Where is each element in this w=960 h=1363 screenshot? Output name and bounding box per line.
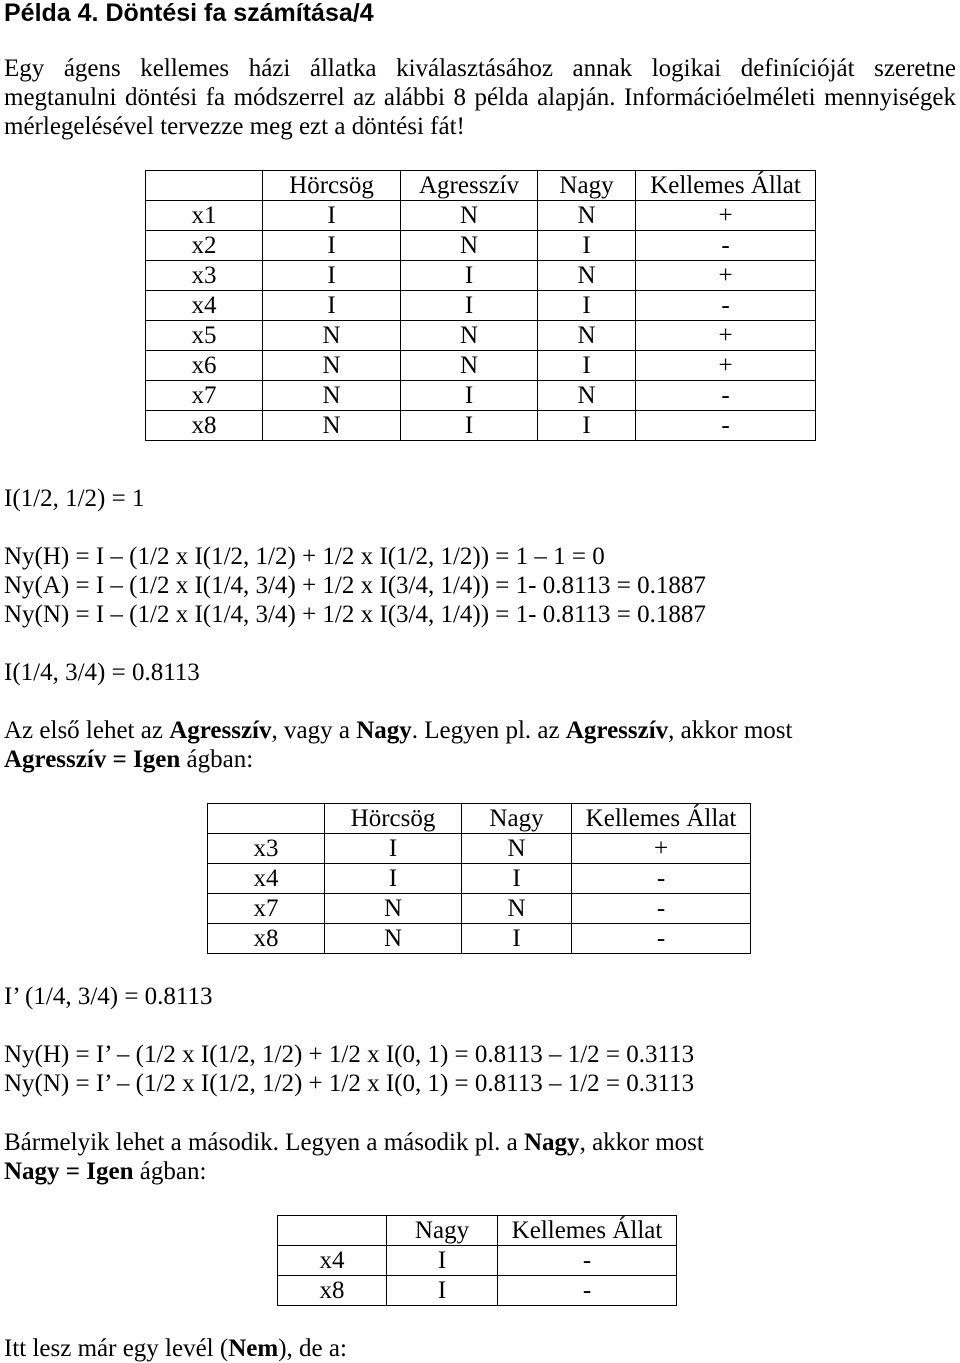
table-cell: I <box>263 291 401 321</box>
table-row <box>146 261 816 291</box>
table-row <box>208 834 751 864</box>
table-header-cell <box>208 804 325 834</box>
table-cell: I <box>263 201 401 231</box>
table-cell: N <box>263 411 401 441</box>
bold-run: Nagy <box>524 1129 580 1156</box>
table-cell: N <box>538 201 636 231</box>
table-cell: I <box>538 291 636 321</box>
table-cell: I <box>263 231 401 261</box>
table-header-cell <box>146 171 263 201</box>
text-run: . Legyen pl. az <box>411 717 566 744</box>
table-cell: + <box>572 834 751 864</box>
table-cell: N <box>538 381 636 411</box>
table-cell: - <box>498 1276 677 1306</box>
table-cell: N <box>401 201 538 231</box>
table-cell: I <box>401 291 538 321</box>
table-header-cell: Kellemes Állat <box>498 1216 677 1246</box>
choice1-line-1 <box>4 716 792 745</box>
table-header-cell: Nagy <box>538 171 636 201</box>
table-cell: + <box>636 321 816 351</box>
table-cell: + <box>636 261 816 291</box>
table-cell: + <box>636 351 816 381</box>
examples-table <box>145 170 816 441</box>
table-cell: I <box>462 864 572 894</box>
table-cell: - <box>572 924 751 954</box>
table-cell: I <box>401 381 538 411</box>
table-cell: x2 <box>146 231 263 261</box>
table-cell: x8 <box>208 924 325 954</box>
table-row <box>146 291 816 321</box>
table-cell: N <box>401 321 538 351</box>
intro-line-3: mérlegelésével tervezze meg ezt a döntési fát! <box>4 113 465 140</box>
bold-run: Nagy <box>356 717 412 744</box>
gain-line: Ny(H) = I – (1/2 x I(1/2, 1/2) + 1/2 x I(1/2, 1/2)) = 1 – 1 = 0 <box>4 543 605 570</box>
table-cell: - <box>636 231 816 261</box>
table-cell: x8 <box>278 1276 387 1306</box>
gain-line: Ny(N) = I – (1/2 x I(1/4, 3/4) + 1/2 x I(3/4, 1/4)) = 1- 0.8113 = 0.1887 <box>4 601 706 628</box>
gain-line: Ny(H) = I’ – (1/2 x I(1/2, 1/2) + 1/2 x I(0, 1) = 0.8113 – 1/2 = 0.3113 <box>4 1041 695 1068</box>
table-cell: I <box>538 231 636 261</box>
table-header-cell: Agresszív <box>401 171 538 201</box>
branch-table-agressziv <box>207 803 751 954</box>
table-cell: x7 <box>208 894 325 924</box>
table-cell: I <box>387 1246 498 1276</box>
table-header-cell: Nagy <box>387 1216 498 1246</box>
table-header-row <box>278 1216 677 1246</box>
page-title: Példa 4. Döntési fa számítása/4 <box>4 0 374 27</box>
table-cell: I <box>401 261 538 291</box>
text-run: ), de a: <box>278 1335 347 1362</box>
table-cell: N <box>263 381 401 411</box>
table-cell: x4 <box>278 1246 387 1276</box>
table-cell: x1 <box>146 201 263 231</box>
table-row <box>146 231 816 261</box>
text-run: ágban: <box>133 1158 207 1185</box>
table-row <box>146 381 816 411</box>
table-cell: N <box>462 894 572 924</box>
table-row <box>278 1276 677 1306</box>
bold-run: Agresszív <box>565 717 669 744</box>
table-header-cell: Hörcsög <box>263 171 401 201</box>
text-run: , akkor most <box>579 1129 704 1156</box>
table-cell: - <box>636 381 816 411</box>
table-cell: x8 <box>146 411 263 441</box>
table-cell: N <box>263 321 401 351</box>
table-cell: N <box>325 894 462 924</box>
table-cell: N <box>401 351 538 381</box>
table-cell: I <box>538 411 636 441</box>
entropy-quarter: I(1/4, 3/4) = 0.8113 <box>4 659 200 686</box>
text-run: Itt lesz már egy levél ( <box>4 1335 229 1362</box>
bold-run: Agresszív <box>169 717 272 744</box>
text-run: , vagy a <box>271 717 357 744</box>
table-cell: N <box>538 261 636 291</box>
table-header-cell <box>278 1216 387 1246</box>
table-header-row <box>146 171 816 201</box>
table-header-row <box>208 804 751 834</box>
bold-run: Agresszív = Igen <box>4 746 181 773</box>
intro-line-1: Egy ágens kellemes házi állatka kiválasztásához annak logikai definícióját szeretne <box>4 55 956 82</box>
table-cell: N <box>401 231 538 261</box>
entropy-root: I(1/2, 1/2) = 1 <box>4 485 145 512</box>
table-header-cell: Nagy <box>462 804 572 834</box>
table-cell: x5 <box>146 321 263 351</box>
final-line <box>4 1334 347 1363</box>
bold-run: Nem <box>228 1335 279 1362</box>
gain-line: Ny(N) = I’ – (1/2 x I(1/2, 1/2) + 1/2 x I(0, 1) = 0.8113 – 1/2 = 0.3113 <box>4 1070 695 1097</box>
table-cell: x4 <box>146 291 263 321</box>
table-cell: I <box>401 411 538 441</box>
text-run: Bármelyik lehet a második. Legyen a második pl. a <box>4 1129 524 1156</box>
table-cell: N <box>263 351 401 381</box>
table-cell: - <box>572 894 751 924</box>
choice2-line-2 <box>4 1157 206 1186</box>
table-row <box>208 924 751 954</box>
table-cell: I <box>325 864 462 894</box>
table-row <box>146 351 816 381</box>
table-cell: I <box>325 834 462 864</box>
table-cell: I <box>462 924 572 954</box>
table-cell: + <box>636 201 816 231</box>
table-cell: N <box>462 834 572 864</box>
table-cell: x6 <box>146 351 263 381</box>
table-header-cell: Hörcsög <box>325 804 462 834</box>
entropy-branch: I’ (1/4, 3/4) = 0.8113 <box>4 983 213 1010</box>
text-run: , akkor most <box>668 717 793 744</box>
table-cell: I <box>263 261 401 291</box>
table-row <box>146 321 816 351</box>
table-cell: I <box>538 351 636 381</box>
table-row <box>146 411 816 441</box>
choice1-line-2 <box>4 745 253 774</box>
table-cell: N <box>538 321 636 351</box>
table-row <box>146 201 816 231</box>
table-cell: I <box>387 1276 498 1306</box>
text-run: Az első lehet az <box>4 717 170 744</box>
table-header-cell: Kellemes Állat <box>572 804 751 834</box>
table-cell: N <box>325 924 462 954</box>
table-row <box>278 1246 677 1276</box>
choice2-line-1 <box>4 1128 704 1157</box>
bold-run: Nagy = Igen <box>4 1158 134 1185</box>
table-header-cell: Kellemes Állat <box>636 171 816 201</box>
table-cell: - <box>498 1246 677 1276</box>
branch-table-nagy <box>277 1215 677 1306</box>
table-cell: - <box>636 411 816 441</box>
table-cell: x7 <box>146 381 263 411</box>
table-cell: x3 <box>146 261 263 291</box>
table-cell: - <box>636 291 816 321</box>
text-run: ágban: <box>180 746 254 773</box>
table-cell: x4 <box>208 864 325 894</box>
intro-line-2: megtanulni döntési fa módszerrel az alábbi 8 példa alapján. Információelméleti mennyiségek <box>4 84 956 111</box>
table-cell: - <box>572 864 751 894</box>
gain-line: Ny(A) = I – (1/2 x I(1/4, 3/4) + 1/2 x I(3/4, 1/4)) = 1- 0.8113 = 0.1887 <box>4 572 706 599</box>
table-cell: x3 <box>208 834 325 864</box>
table-row <box>208 864 751 894</box>
table-row <box>208 894 751 924</box>
